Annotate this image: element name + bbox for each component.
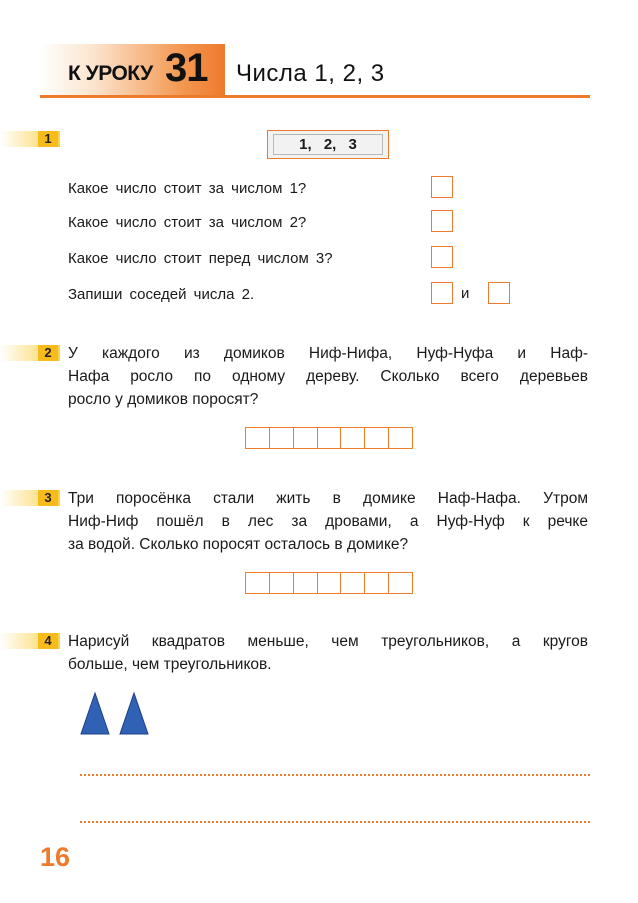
answer-cell[interactable] [365,428,389,448]
answer-cell[interactable] [341,428,365,448]
task-2-answer-cells[interactable] [245,427,413,449]
task-1-question-2: Какое число стоит за числом 2? [68,214,307,231]
task-2-line-1: У каждого из домиков Ниф-Нифа, Нуф-Нуфа и Наф- [68,345,588,362]
answer-box-1[interactable] [431,176,453,198]
header-rule [40,95,590,98]
triangle-shape [81,693,109,734]
answer-box-neighbor-right[interactable] [488,282,510,304]
task-3-number: 3 [38,490,58,506]
task-1-question-3: Какое число стоит перед числом 3? [68,250,333,267]
answer-cell[interactable] [318,573,342,593]
task-4-line-2: больше, чем треугольников. [68,656,272,673]
task-3-line-3: за водой. Сколько поросят осталось в домике? [68,536,409,553]
answer-box-2[interactable] [431,210,453,232]
answer-cell[interactable] [294,428,318,448]
answer-cell[interactable] [318,428,342,448]
page-title: Числа 1, 2, 3 [236,60,385,87]
answer-cell[interactable] [389,573,412,593]
task-3-badge [0,490,60,506]
task-4-number: 4 [38,633,58,649]
task-2-badge [0,345,60,361]
answer-cell[interactable] [294,573,318,593]
sequence-box [267,130,389,159]
task-1-badge [0,131,60,147]
task-2-number: 2 [38,345,58,361]
answer-cell[interactable] [270,428,294,448]
task-1-question-1: Какое число стоит за числом 1? [68,180,307,197]
answer-box-3[interactable] [431,246,453,268]
answer-cell[interactable] [365,573,389,593]
drawing-line-1[interactable] [80,774,590,776]
and-label: и [461,285,470,302]
task-4-text [68,630,588,676]
task-1-question-4: Запиши соседей числа 2. [68,286,255,303]
lesson-number: 31 [165,46,208,90]
drawing-line-2[interactable] [80,821,590,823]
answer-cell[interactable] [389,428,412,448]
answer-cell[interactable] [341,573,365,593]
answer-cell[interactable] [270,573,294,593]
task-1-number: 1 [38,131,58,147]
page-number: 16 [40,842,71,872]
triangle-shape [120,693,148,734]
task-3-text [68,487,588,556]
task-3-answer-cells[interactable] [245,572,413,594]
answer-cell[interactable] [246,428,270,448]
task-3-line-2: Ниф-Ниф пошёл в лес за дровами, а Нуф-Нуф к речке [68,513,588,530]
task-3-line-1: Три поросёнка стали жить в домике Наф-Нафа. Утром [68,490,588,507]
lesson-prefix: К УРОКУ [68,62,153,85]
task-2-line-2: Нафа росло по одному дереву. Сколько всего деревьев [68,368,588,385]
task-2-line-3: росло у домиков поросят? [68,391,259,408]
task-2-text [68,342,588,411]
task-4-line-1: Нарисуй квадратов меньше, чем треугольников, а кругов [68,633,588,650]
triangles-figure [76,690,156,736]
answer-box-neighbor-left[interactable] [431,282,453,304]
task-4-badge [0,633,60,649]
answer-cell[interactable] [246,573,270,593]
sequence-text: 1, 2, 3 [273,134,383,155]
